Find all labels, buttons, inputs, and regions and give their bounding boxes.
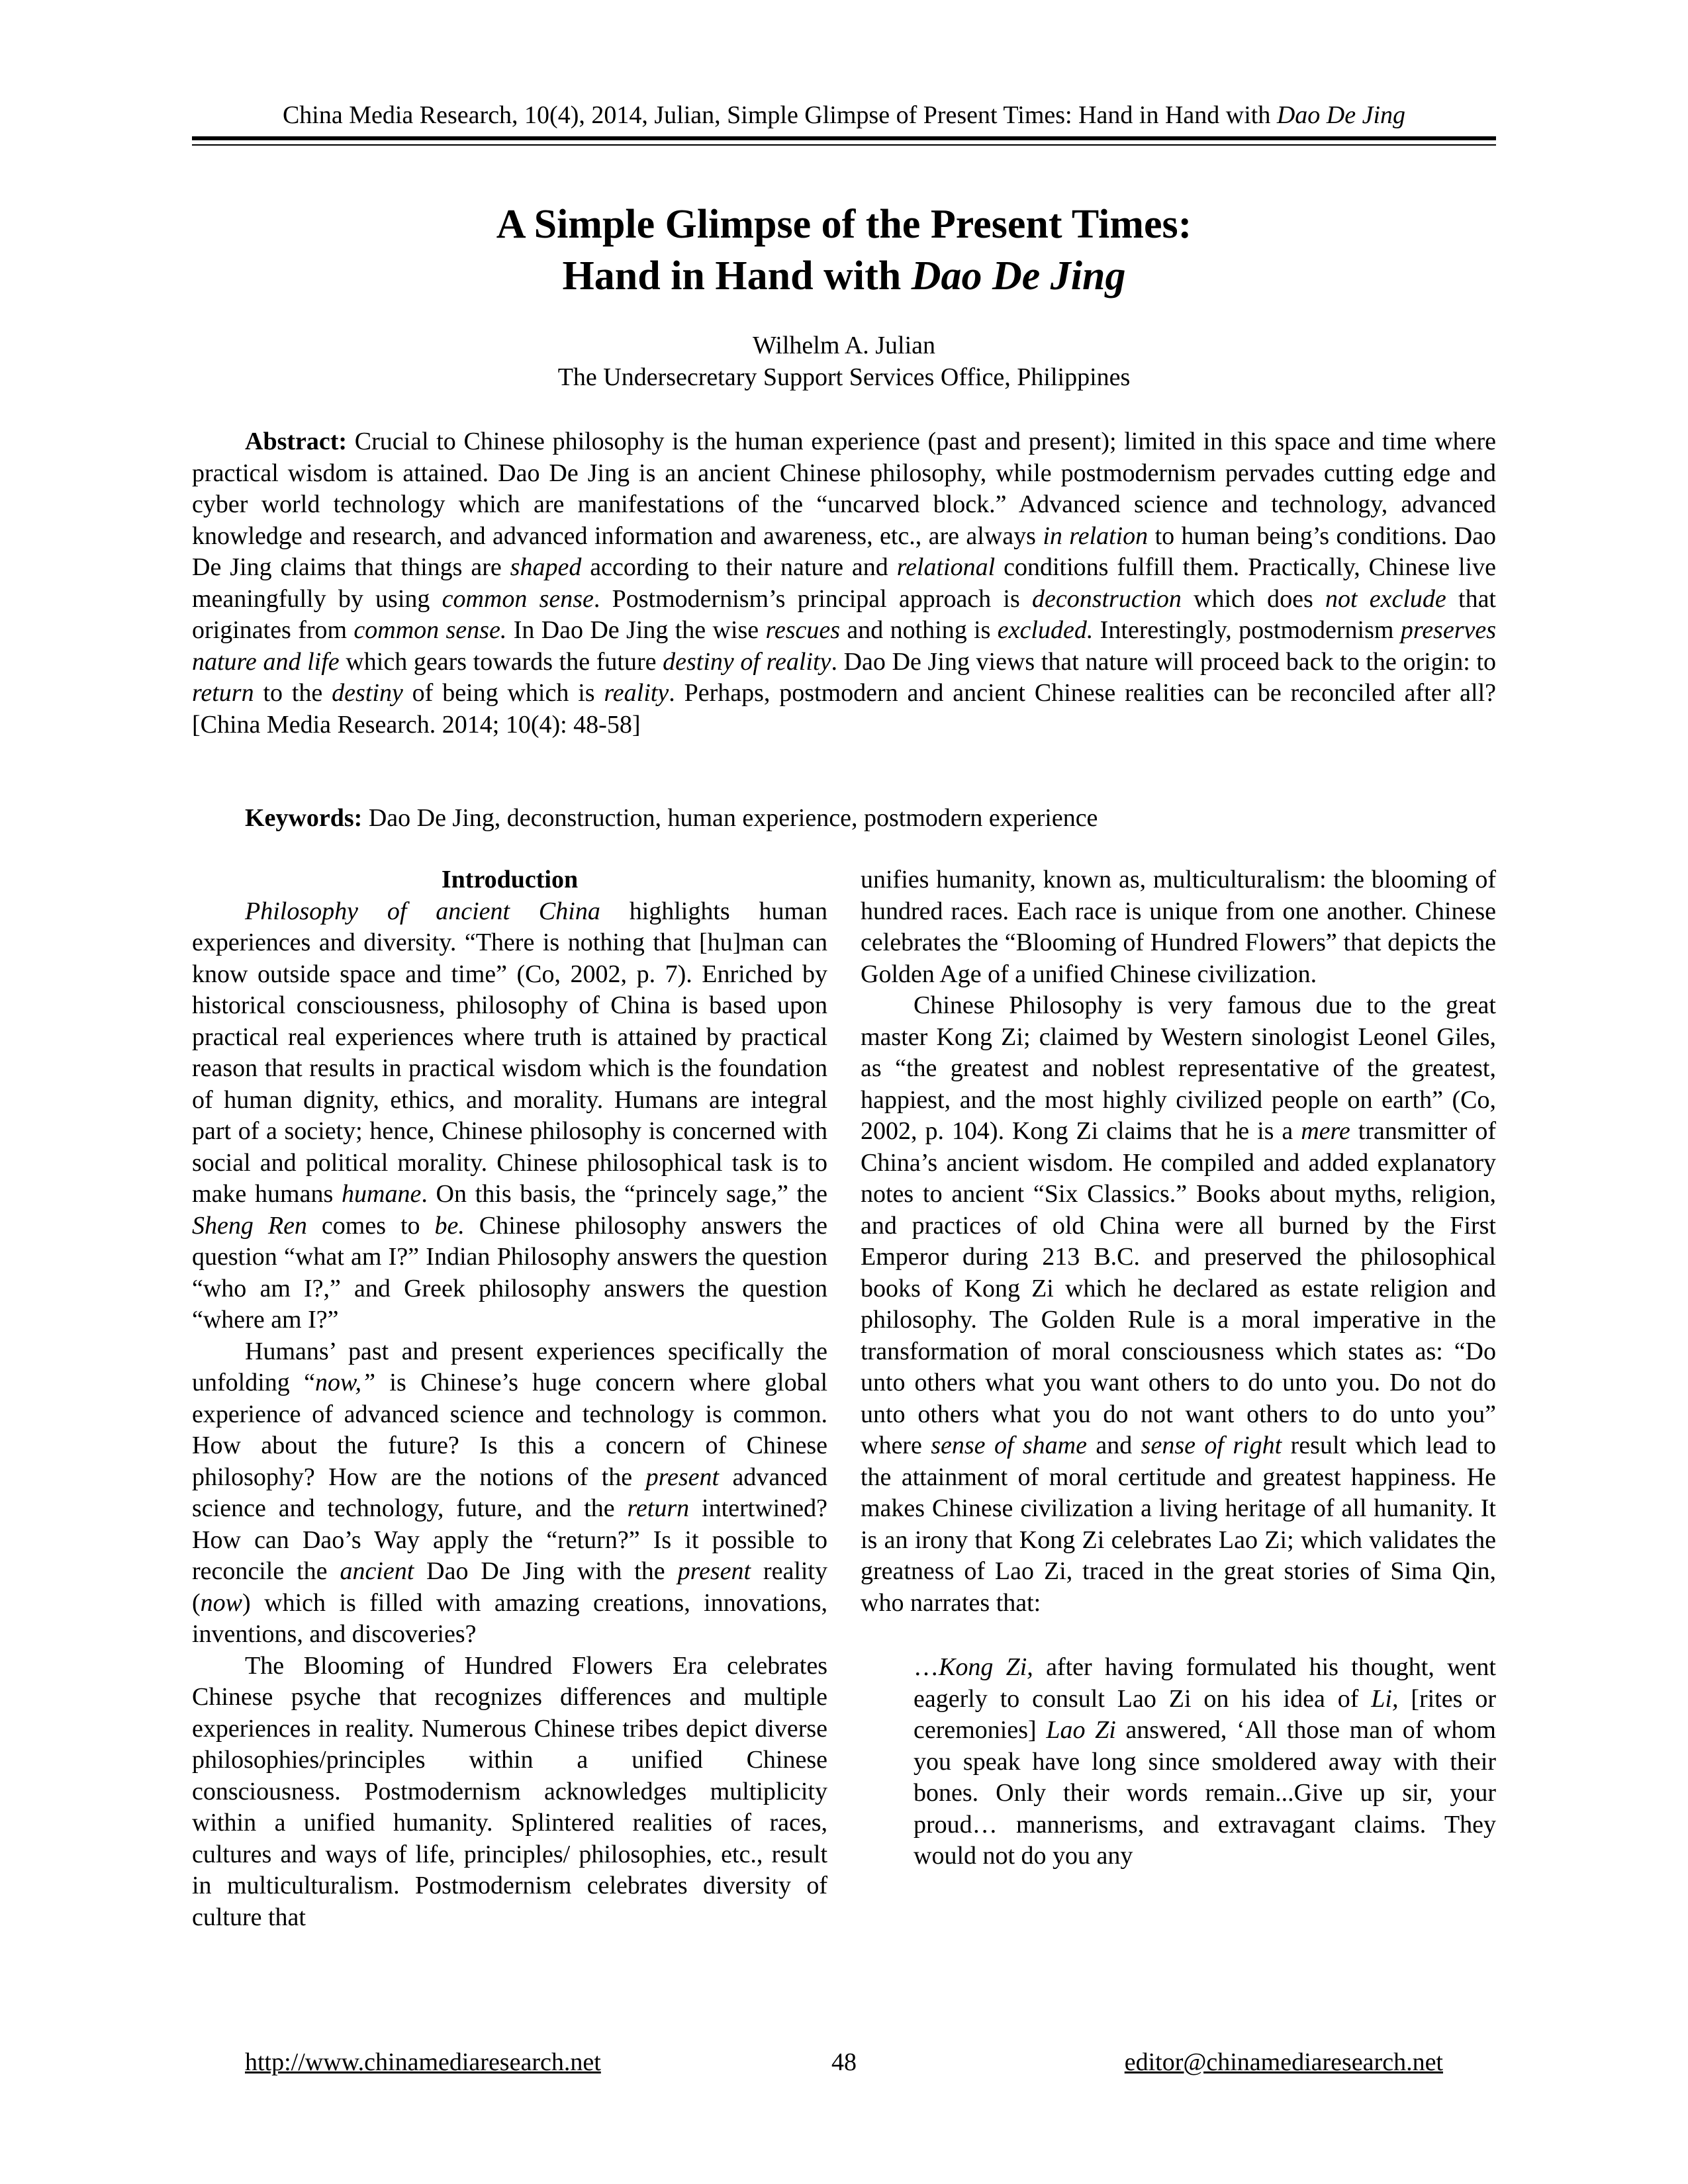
abstract-text: which does — [1181, 584, 1325, 613]
emphasis: sense of shame — [931, 1432, 1087, 1459]
body-text: . On this basis, the “princely sage,” the — [421, 1180, 827, 1208]
abstract-text: to the — [254, 679, 332, 707]
abstract-text: which gears towards the future — [339, 647, 663, 676]
quote-text: … — [914, 1653, 939, 1681]
emphasis: return — [627, 1494, 690, 1522]
abstract-text: to human being’s conditions. Dao De Jing claims that things are — [192, 522, 1496, 581]
emphasis: ancient — [340, 1557, 414, 1585]
title-line-2 — [192, 250, 1496, 302]
abstract-text: that originates from — [192, 584, 1496, 644]
body-paragraph — [861, 990, 1496, 1619]
emphasis: present — [677, 1557, 751, 1585]
emphasis: Lao Zi — [1046, 1716, 1116, 1744]
page-number: 48 — [831, 2048, 857, 2076]
emphasis: Philosophy of ancient China — [245, 897, 600, 925]
body-text: Dao De Jing with the — [414, 1557, 678, 1585]
emphasis: Sheng Ren — [192, 1211, 307, 1240]
abstract-label: Abstract: — [245, 428, 348, 455]
abstract-text: of being which is — [402, 679, 604, 707]
abstract-text: . Dao De Jing views that nature will proceed back to the origin: to — [831, 647, 1497, 676]
title-line-2-text: Hand in Hand with — [562, 253, 912, 298]
abstract-emphasis: in relation — [1043, 522, 1149, 550]
emphasis: sense of right — [1141, 1432, 1282, 1459]
body-paragraph: unifies humanity, known as, multiculturalism: the blooming of hundred races. Each race is unique from one another. Chinese celebrates the “Blooming of Hundred Flowers” that depicts the Golden Age of a unified Chinese civilization. — [861, 866, 1496, 988]
abstract-text: and nothing is — [840, 616, 998, 644]
abstract-text: In Dao De Jing the wise — [506, 616, 766, 644]
body-text: reality ( — [192, 1557, 827, 1617]
abstract-emphasis: common sense. — [353, 616, 507, 644]
body-text: Chinese philosophy answers the question “what am I?” Indian Philosophy answers the question “who am I?,” and Greek philosophy answers the question “where am I?” — [192, 1211, 827, 1334]
abstract-emphasis: shaped — [510, 553, 582, 581]
abstract-text: conditions fulfill them. Practically, Chinese live meaningfully by using — [192, 553, 1496, 613]
left-column — [192, 864, 827, 1933]
footer-website-link[interactable]: http://www.chinamediaresearch.net — [245, 2048, 601, 2076]
body-text: ) which is filled with amazing creations, innovations, inventions, and discoveries? — [192, 1588, 827, 1648]
header-rule-thick — [192, 136, 1496, 140]
running-header-text: China Media Research, 10(4), 2014, Julian, Simple Glimpse of Present Times: Hand in Hand with — [282, 101, 1277, 129]
title-line-2-italic: Dao De Jing — [911, 253, 1126, 298]
keywords-label: Keywords: — [245, 804, 363, 832]
emphasis: be. — [434, 1211, 465, 1240]
abstract-emphasis: return — [192, 679, 254, 707]
keywords — [192, 802, 1496, 834]
emphasis: mere — [1301, 1117, 1350, 1145]
running-header-italic: Dao De Jing — [1276, 101, 1406, 129]
abstract-text: . Postmodernism’s principal approach is — [593, 584, 1032, 613]
abstract-emphasis: destiny — [332, 679, 403, 707]
running-header — [192, 99, 1496, 131]
emphasis: now,” — [314, 1369, 376, 1396]
abstract-emphasis: deconstruction — [1031, 584, 1182, 613]
abstract-emphasis: destiny of reality — [663, 647, 831, 676]
abstract — [192, 426, 1496, 741]
abstract-emphasis: preserves nature and life — [192, 616, 1497, 676]
abstract-emphasis: rescues — [765, 616, 841, 644]
abstract-emphasis: common sense — [442, 584, 594, 613]
keywords-text: Dao De Jing, deconstruction, human experience, postmodern experience — [362, 804, 1098, 832]
body-text: Humans’ past and present experiences specifically the unfolding “ — [192, 1337, 827, 1396]
abstract-emphasis: reality — [604, 679, 669, 707]
body-text: highlights human experiences and diversity. “There is nothing that [hu]man can know outside space and time” (Co, 2002, p. 7). Enriched by historical consciousness, philosophy of China is based upon practical real experiences where truth is attained by practical reason that results in practical wisdom which is the foundation of human dignity, ethics, and morality. Humans are integral part of a society; hence, Chinese philosophy is concerned with social and political morality. Chinese philosophical task is to make humans — [192, 897, 827, 1208]
body-text: advanced science and technology, future, and the — [192, 1463, 827, 1522]
header-rule-thin — [192, 144, 1496, 146]
body-text: result which lead to the attainment of moral certitude and greatest happiness. He makes Chinese civilization a living heritage of all humanity. It is an irony that Kong Zi celebrates Lao Zi; which validates the greatness of Lao Zi, traced in the great stories of Sima Qin, who narrates that: — [861, 1432, 1496, 1617]
footer-email-link[interactable]: editor@chinamediaresearch.net — [1124, 2048, 1443, 2076]
body-paragraph: The Blooming of Hundred Flowers Era celebrates Chinese psyche that recognizes differences and multiple experiences in reality. Numerous Chinese tribes depict diverse philosophies/principles within a unified Chinese consciousness. Postmodernism acknowledges multiplicity within a unified humanity. Splintered realities of races, cultures and ways of life, principles/ philosophies, etc., result in multiculturalism. Postmodernism celebrates diversity of culture that — [192, 1651, 827, 1931]
emphasis: humane — [342, 1180, 422, 1208]
body-text: is Chinese’s huge concern where global experience of advanced science and technology is common. How about the future? Is this a concern of Chinese philosophy? How are the notions of the — [192, 1369, 828, 1491]
emphasis: now — [200, 1588, 243, 1617]
abstract-emphasis: relational — [896, 553, 996, 581]
body-text: intertwined? How can Dao’s Way apply the “return?” Is it possible to reconcile the — [192, 1494, 827, 1585]
body-text: Chinese Philosophy is very famous due to the great master Kong Zi; claimed by Western sinologist Leonel Giles, as “the greatest and noblest representative of the greatest, happiest, and the most highly civilized people on earth” (Co, 2002, p. 104). Kong Zi claims that he is a — [861, 991, 1496, 1145]
body-paragraph — [192, 896, 827, 1336]
emphasis: Kong Zi, — [939, 1653, 1033, 1681]
abstract-text: . Perhaps, postmodern and ancient Chinese realities can be reconciled after all? [China Media Research. 2014; 10(4): 48-58] — [192, 679, 1496, 739]
body-text: transmitter of China’s ancient wisdom. He compiled and added explanatory notes to ancient “Six Classics.” Books about myths, religion, and practices of old China were all burned by the First Emperor during 213 B.C. and preserved the philosophical books of Kong Zi which he declared as estate religion and philosophy. The Golden Rule is a moral imperative in the transformation of moral consciousness which states as: “Do unto others what you want others to do unto you. Do not do unto others what you do not want others to do unto you” where — [861, 1117, 1496, 1459]
quote-text: [rites or ceremonies] — [914, 1684, 1496, 1744]
section-heading-introduction: Introduction — [441, 866, 579, 893]
quote-text: answered, ‘All those man of whom you speak have long since smoldered away with their bones. Only their words remain...Give up sir, your proud… mannerisms, and extravagant claims. They would not do you any — [914, 1716, 1496, 1870]
article-title — [192, 199, 1496, 302]
author-block — [192, 330, 1496, 393]
author-affiliation: The Undersecretary Support Services Office, Philippines — [557, 363, 1131, 391]
author-name: Wilhelm A. Julian — [752, 332, 936, 359]
emphasis: Li, — [1371, 1684, 1399, 1713]
abstract-text: Crucial to Chinese philosophy is the human experience (past and present); limited in this space and time where practical wisdom is attained. Dao De Jing is an ancient Chinese philosophy, while postmodernism pervades cutting edge and cyber world technology which are manifestations of the “uncarved block.” Advanced science and technology, advanced knowledge and research, and advanced information and awareness, etc., are always — [192, 428, 1496, 550]
emphasis: present — [645, 1463, 720, 1491]
block-quote — [914, 1652, 1496, 1872]
right-column — [861, 864, 1496, 1872]
abstract-emphasis: excluded. — [997, 616, 1094, 644]
body-text: comes to — [306, 1211, 435, 1240]
title-line-1: A Simple Glimpse of the Present Times: — [496, 202, 1192, 247]
abstract-text: according to their nature and — [581, 553, 897, 581]
quote-text: after having formulated his thought, went eagerly to consult Lao Zi on his idea of — [914, 1653, 1496, 1713]
abstract-text: Interestingly, postmodernism — [1093, 616, 1401, 644]
body-text: and — [1087, 1432, 1141, 1459]
body-paragraph — [192, 1336, 827, 1651]
abstract-emphasis: not exclude — [1325, 584, 1446, 613]
